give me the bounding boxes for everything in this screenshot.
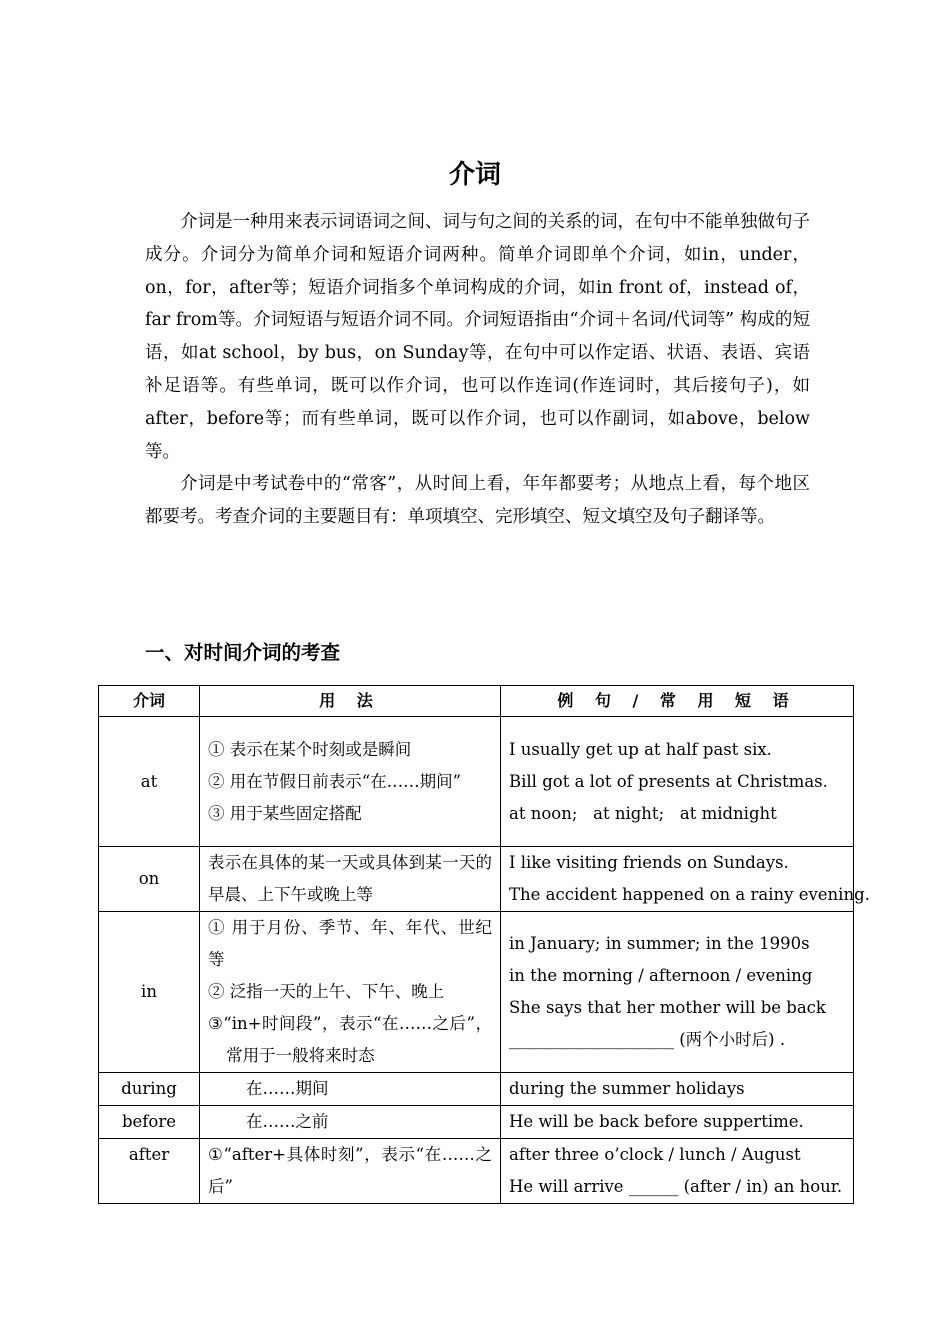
- preposition-cell: during: [99, 1073, 200, 1106]
- usage-line: ③ 用于某些固定搭配: [208, 803, 362, 823]
- usage-line: 在……之前: [246, 1112, 329, 1131]
- table-header-row: [99, 686, 854, 717]
- preposition-cell: at: [99, 717, 200, 847]
- preposition-cell: in: [99, 912, 200, 1073]
- examples-cell: [501, 717, 854, 847]
- example-line: in the morning / afternoon / evening: [509, 966, 813, 985]
- example-line: during the summer holidays: [509, 1079, 745, 1098]
- header-usage: 用 法: [200, 686, 501, 717]
- table-row: [99, 1139, 854, 1204]
- header-preposition: 介词: [99, 686, 200, 717]
- usage-cell: [200, 1106, 501, 1139]
- intro-paragraph-2: 介词是中考试卷中的“常客”，从时间上看，年年都要考；从地点上看，每个地区都要考。考查介词的主要题目有：单项填空、完形填空、短文填空及句子翻译等。: [145, 474, 810, 527]
- examples-cell: [501, 1073, 854, 1106]
- example-line: in January; in summer; in the 1990s: [509, 934, 810, 953]
- section-heading: 一、对时间介词的考查: [145, 641, 341, 664]
- example-line: Bill got a lot of presents at Christmas.: [509, 771, 828, 791]
- examples-cell: [501, 912, 854, 1073]
- usage-cell: [200, 1139, 501, 1204]
- example-line: I like visiting friends on Sundays.: [509, 853, 789, 872]
- fill-blank-line: ____________________ (两个小时后) .: [509, 1030, 786, 1049]
- table-row: [99, 1073, 854, 1106]
- example-line: at noon; at night; at midnight: [509, 803, 777, 823]
- example-line: The accident happened on a rainy evening.: [509, 885, 870, 904]
- usage-cell: [200, 912, 501, 1073]
- usage-line: ①“after+具体时刻”，表示“在……之后”: [208, 1145, 492, 1196]
- preposition-cell: after: [99, 1139, 200, 1204]
- time-preposition-table: [98, 685, 870, 1204]
- table-row: [99, 847, 854, 912]
- usage-cell: [200, 1073, 501, 1106]
- table-row: [99, 912, 854, 1073]
- usage-line: 表示在具体的某一天或具体到某一天的早晨、上下午或晚上等: [208, 853, 492, 904]
- usage-line: ② 用在节假日前表示“在……期间”: [208, 771, 462, 791]
- table-row: [99, 1106, 854, 1139]
- intro-paragraph-1: 介词是一种用来表示词语词之间、词与句之间的关系的词，在句中不能单独做句子成分。介词分为简单介词和短语介词两种。简单介词即单个介词，如in，under，on，for，after等；短语介词指多个单词构成的介词，如in front of，instead of，far from等。介词短语与短语介词不同。介词短语指由“介词＋名词/代词等” 构成的短语，如at school，by bus，on Sunday等，在句中可以作定语、状语、表语、宾语补足语等。有些单词，既可以作介词，也可以作连词(作连词时，其后接句子)，如after，before等；而有些单词，既可以作介词，也可以作副词，如above，below等。: [145, 212, 810, 462]
- preposition-cell: before: [99, 1106, 200, 1139]
- usage-line: 在……期间: [246, 1079, 329, 1098]
- page-title: 介词: [448, 160, 501, 190]
- usage-line: ② 泛指一天的上午、下午、晚上: [208, 982, 445, 1001]
- usage-line: ③“in+时间段”，表示“在……之后”，常用于一般将来时态: [208, 1014, 492, 1065]
- header-examples: 例 句 / 常 用 短 语: [501, 686, 854, 717]
- example-line: after three o’clock / lunch / August: [509, 1145, 801, 1164]
- example-line: I usually get up at half past six.: [509, 739, 772, 759]
- usage-cell: [200, 847, 501, 912]
- fill-blank-line: He will arrive ______ (after / in) an hour.: [509, 1177, 843, 1196]
- usage-line: ① 用于月份、季节、年、年代、世纪等: [208, 918, 492, 969]
- preposition-cell: on: [99, 847, 200, 912]
- usage-cell: [200, 717, 501, 847]
- table-row: [99, 717, 854, 847]
- examples-cell: [501, 1106, 854, 1139]
- examples-cell: [501, 1139, 854, 1204]
- usage-line: ① 表示在某个时刻或是瞬间: [208, 739, 412, 759]
- example-line: He will be back before suppertime.: [509, 1112, 804, 1131]
- example-line: She says that her mother will be back: [509, 998, 826, 1017]
- examples-cell: [501, 847, 870, 912]
